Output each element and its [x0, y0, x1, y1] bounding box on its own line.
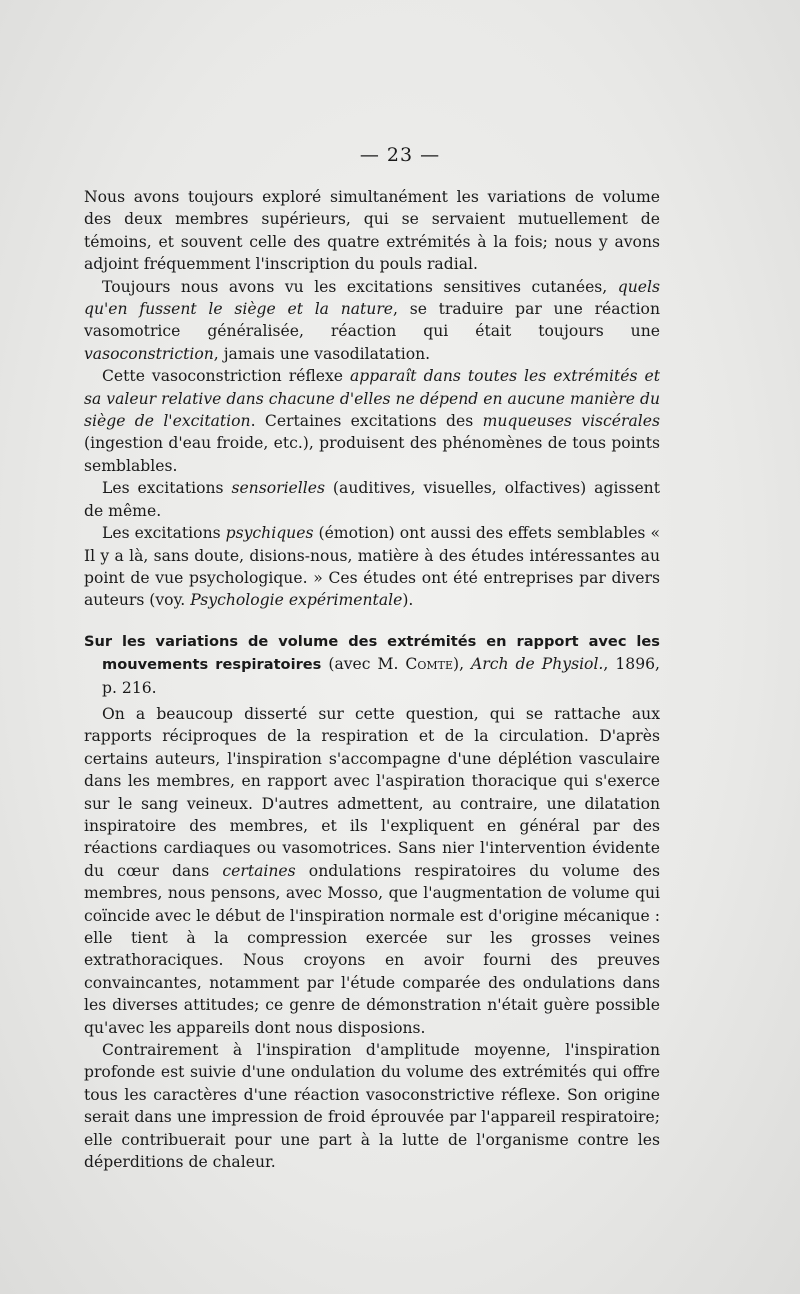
italic-run: sensorielles [231, 479, 325, 498]
text-run: (ingestion d'eau froide, etc.), produisent des phénomènes de tous points semblables. [84, 434, 660, 475]
italic-run: apparaît dans toutes les extrémités et sa valeur relative dans chacune d'elles ne dépend en aucune manière du siège de l'excitation [84, 367, 660, 431]
paragraph-2 [84, 276, 660, 366]
journal-name: Arch de Physiol. [471, 655, 604, 674]
section-body [84, 703, 660, 1174]
text-run: Toujours nous avons vu les excitations sensitives cutanées, [102, 277, 618, 296]
italic-run: psychiques [225, 524, 314, 543]
author-name: Comte [405, 655, 454, 674]
text-run: , jamais une vasodilatation. [213, 344, 431, 363]
text-run: , se traduire par une réaction vasomotrice généralisée, réaction qui était toujours une [84, 300, 660, 341]
reference-details: , 1896, p. 216. [102, 655, 660, 697]
text-run: ). [402, 591, 414, 610]
paragraph-3 [84, 365, 660, 477]
italic-run: certaines [222, 861, 296, 880]
text-run: (avec M. [321, 655, 406, 674]
paragraph-1: Nous avons toujours exploré simultanément les variations de volume des deux membres supérieurs, qui se servaient mutuellement de témoins, et souvent celle des quatre extrémités à la fois; nous y avons adjoint fréquemment l'inscription du pouls radial. [84, 188, 660, 274]
section-title: Sur les variations de volume des extrémités en rapport avec les mouvements respiratoires [84, 632, 660, 674]
text-run: Les excitations [102, 479, 232, 498]
paragraph-4 [84, 477, 660, 522]
page-number: — 23 — [359, 144, 441, 166]
italic-run: vasoconstriction [84, 344, 214, 363]
paragraph-6 [84, 703, 660, 1039]
italic-run: Psychologie expérimentale [190, 591, 403, 610]
section-heading [84, 630, 660, 699]
italic-run: quels qu'en fussent le siège et la nature [84, 277, 660, 319]
text-run: (émotion) ont aussi des effets semblables « Il y a là, sans doute, disions-nous, matière à des études intéressantes au point de vue psychologique. » Ces études ont été entreprises par divers auteurs (voy. [84, 524, 660, 610]
text-run: On a beaucoup disserté sur cette question, qui se rattache aux rapports réciproques de la respiration et de la circulation. D'après certains auteurs, l'inspiration s'accompagne d'une déplétion vasculaire dans les membres, en rapport avec l'aspiration thoracique qui s'exerce sur le sang veineux. D'autres admettent, au contraire, une dilatation inspiratoire des membres, et ils l'expliquent en général par des réactions cardiaques ou vasomotrices. Sans nier l'intervention évidente du cœur dans [84, 704, 660, 880]
text-run: Les excitations [102, 524, 226, 543]
text-run: Cette vasoconstriction réflexe [102, 367, 351, 386]
text-run: ), [453, 655, 472, 674]
text-run: . Certaines excitations des [250, 412, 483, 431]
paragraph-7: Contrairement à l'inspiration d'amplitude moyenne, l'inspiration profonde est suivie d'une ondulation du volume des extrémités qui offre tous les caractères d'une réaction vasoconstrictive réflexe. Son origine serait dans une impression de froid éprouvée par l'appareil respiratoire; elle contribuerait pour une part à la lutte de l'organisme contre les déperditions de chaleur. [84, 1041, 660, 1172]
text-run: ondulations respiratoires du volume des membres, nous pensons, avec Mosso, que l'augmentation de volume qui coïncide avec le début de l'inspiration normale est d'origine mécanique : elle tient à la compression exercée sur les grosses veines extrathoraciques. Nous croyons en avoir fourni des preuves convaincantes, notamment par l'étude comparée des ondulations dans les diverses attitudes; ce genre de démonstration n'était guère possible qu'avec les appareils dont nous disposions. [84, 861, 660, 1037]
italic-run: muqueuses viscérales [482, 412, 660, 431]
text-run: (auditives, visuelles, olfactives) agissent de même. [84, 479, 660, 520]
paragraph-5 [84, 522, 660, 612]
page-body [84, 186, 660, 1173]
